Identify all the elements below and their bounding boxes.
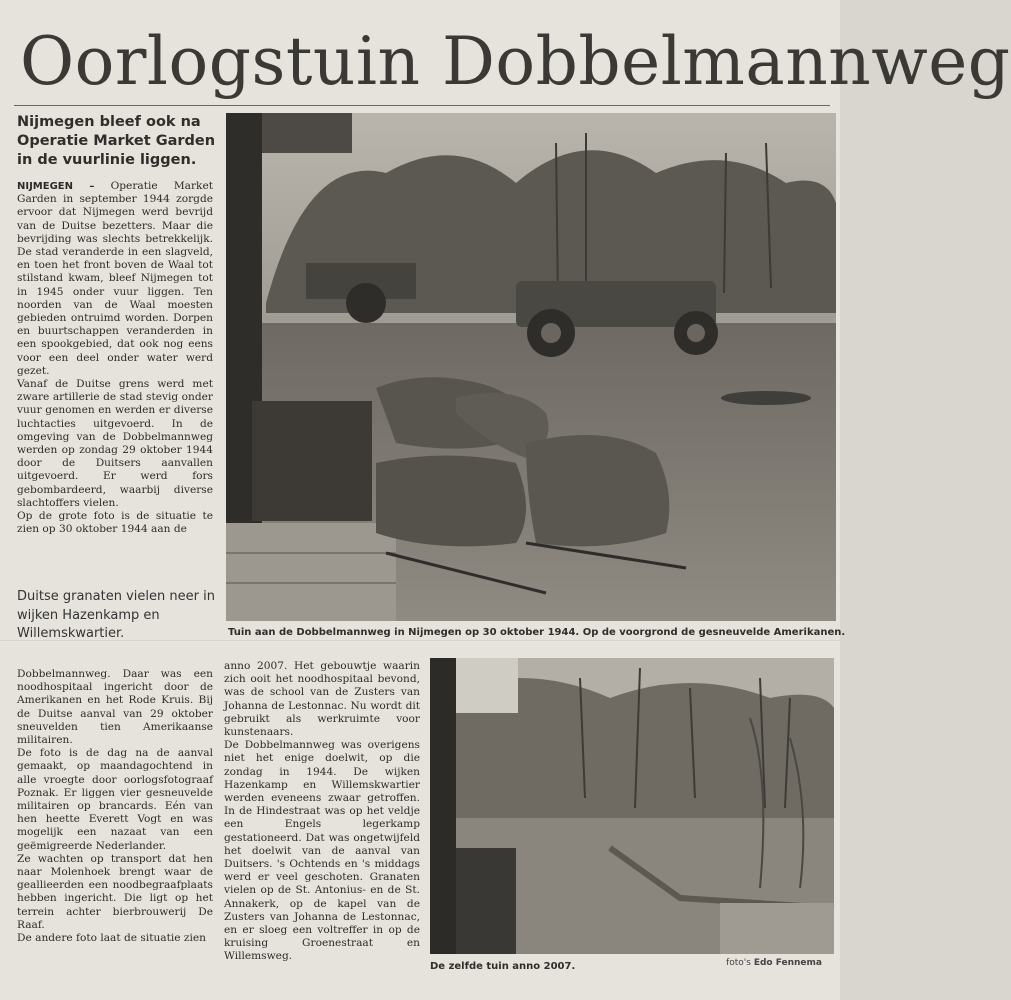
paragraph: Dobbelmannweg. Daar was een noodhospitaal ingericht door de Amerikanen en het Rode Kruis. Bij de Duitse aanval van 29 oktober sneuvelden tien Amerikaanse militairen. (17, 668, 213, 747)
kicker: Nijmegen bleef ook na Operatie Market Garden in de vuurlinie liggen. (17, 114, 216, 168)
paragraph: De andere foto laat de situatie zien (17, 932, 206, 945)
paragraph: Vanaf de Duitse grens werd met zware artillerie de stad stevig onder vuur genomen en werden er diverse luchtacties uitgevoerd. In de omgeving van de Dobbelmannweg werden op zondag 29 oktober 1944 door de Duitsers aanvallen uitgevoerd. Er werd fors gebombardeerd, waarbij diverse slachtoffers vielen. (17, 378, 213, 509)
dateline: NIJMEGEN – (17, 181, 95, 192)
paragraph: NIJMEGEN – Operatie Market Garden in september 1944 zorgde ervoor dat Nijmegen werd bevrijd van de Duitse bezetters. Maar die bevrijding was slechts betrekkelijk. De stad veranderde in een slagveld, en toen het front boven de Waal tot stilstand kwam, bleef Nijmegen tot in 1945 onder vuur liggen. Ten noorden van de Waal moesten gebieden ontruimd worden. Dorpen en buurtschappen veranderden in een spookgebied, dat ook nog eens voor een deel onder water werd gezet. (17, 180, 214, 377)
article-column-3 (224, 660, 420, 964)
paragraph: Op de grote foto is de situatie te zien op 30 oktober 1944 aan de (17, 510, 213, 536)
main-photo-caption: Tuin aan de Dobbelmannweg in Nijmegen op 30 oktober 1944. Op de voorgrond de gesneuvelde Amerikanen. (228, 627, 846, 638)
small-photo-caption: De zelfde tuin anno 2007. (430, 961, 576, 972)
article-column-1 (17, 180, 213, 536)
subhead: Duitse granaten vielen neer in wijken Hazenkamp en Willemskwartier. (17, 589, 215, 641)
garden-photo-2007 (430, 658, 834, 954)
paragraph: Ze wachten op transport dat hen naar Molenhoek brengt waar de geallieerden een noodbegraafplaats hebben ingericht. Die ligt op het terrein achter bierbrouwerij De Raaf. (17, 852, 213, 931)
paragraph: De Dobbelmannweg was overigens niet het enige doelwit, op die zondag in 1944. De wijken Hazenkamp en Willemskwartier werden eveneens zwaar getroffen. In de Hindestraat was op het veldje een Engels legerkamp gestationeerd. Dat was ongetwijfeld het doelwit van de aanval van Duitsers. 's Ochtends en 's middags werd er veel geschoten. Granaten vielen op de St. Antonius- en de St. Annakerk, op de kapel van de Zusters van Johanna de Lestonnac, en er sloeg een voltreffer in op de kruising Groenestraat en Willemsweg. (224, 739, 420, 963)
headline: Oorlogstuin Dobbelmannweg (20, 23, 1011, 100)
paragraph: De foto is de dag na de aanval gemaakt, op maandagochtend in alle vroegte door oorlogsfotograaf Poznak. Er liggen vier gesneuvelde militairen op brancards. Eén van hen heette Everett Vogt en was mogelijk een nazaat van een geëmigreerde Nederlander. (17, 747, 213, 852)
headline-divider (14, 105, 830, 106)
photo-credit: foto's Edo Fennema (726, 958, 822, 968)
article-column-2 (17, 668, 213, 945)
paragraph: anno 2007. Het gebouwtje waarin zich ooit het noodhospitaal bevond, was de school van de Zusters van Johanna de Lestonnac. Nu wordt dit gebruikt als werkruimte voor kunstenaars. (224, 660, 420, 739)
main-photo-1944 (226, 113, 836, 621)
